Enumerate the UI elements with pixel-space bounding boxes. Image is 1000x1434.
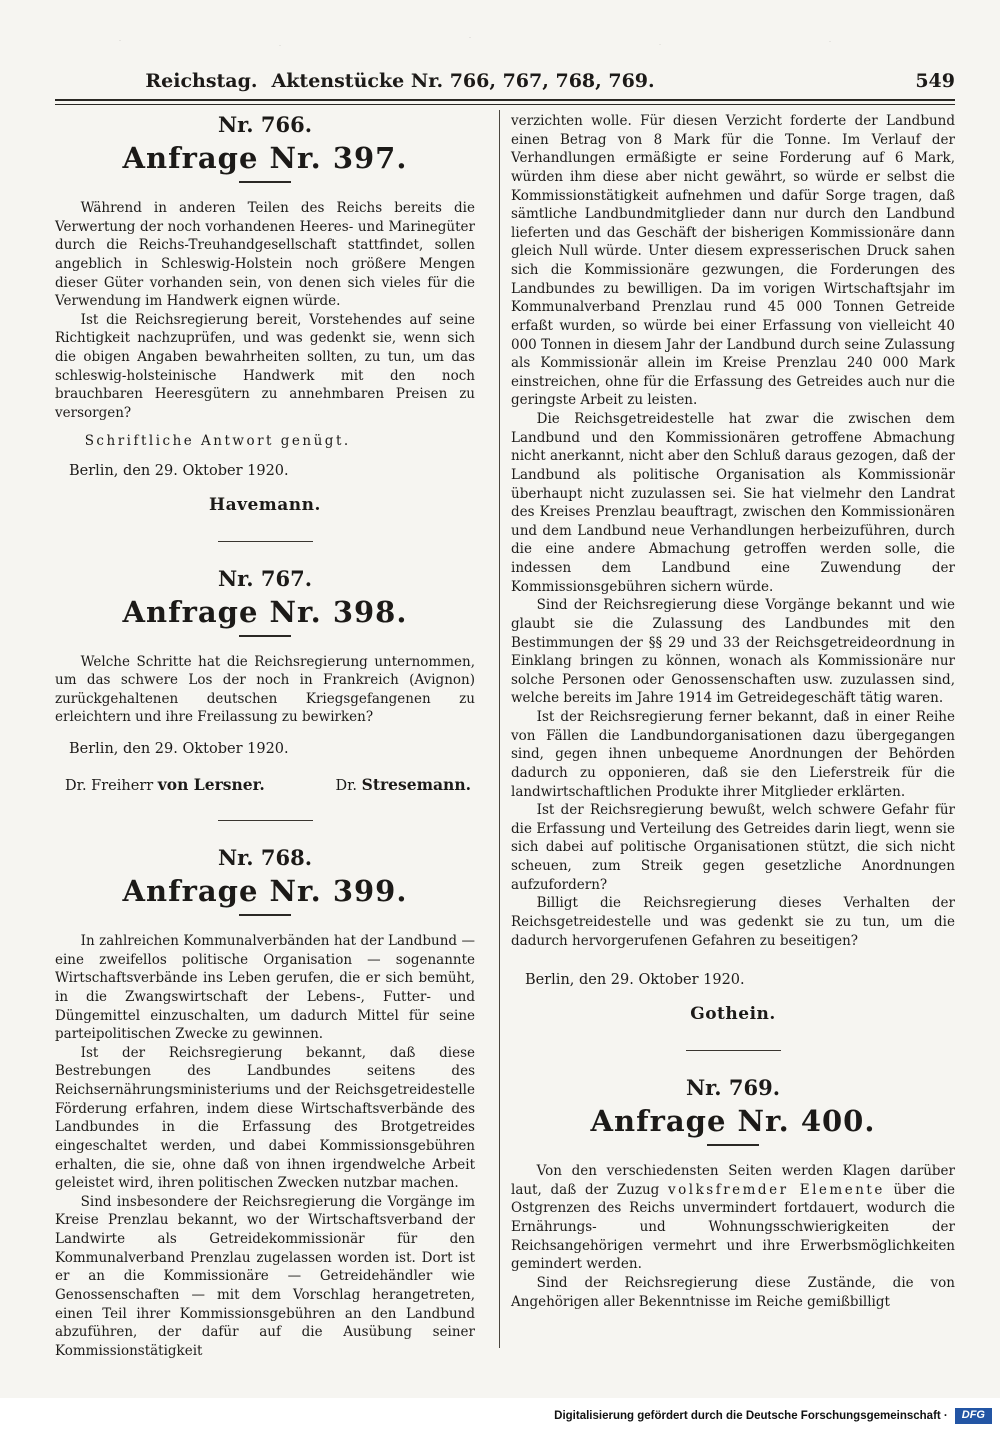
emphasized-spaced-text: volksfremder Elemente — [668, 1181, 885, 1198]
page-number: 549 — [915, 70, 955, 92]
doc-number-768: Nr. 768. — [217, 845, 313, 870]
paragraph-partial: Sind der Reichsregierung diese Zustände, die von Angehörigen aller Bekenntnisse im Reiche gemißbilligt — [511, 1274, 955, 1310]
dateline: Berlin, den 29. Oktober 1920. — [69, 741, 289, 757]
paragraph: Die Reichsgetreidestelle hat zwar die zwischen dem Landbund und den Kommissionären getroffene Abmachung nicht anerkannt, nicht aber den Schluß daraus gezogen, daß der Landbund als politische Organisation als Kommissionär überhaupt nicht zuzulassen sei. Sie hat vielmehr den Landrat des Kreises Prenzlau beauftragt, zwischen den Kommissionären und dem Landbund neue Verhandlungen herbeizuführen, durch die eine andere Abmachung getroffen werden solle, die indessen dem Landbund eine Zuwendung der Kommissionsgebühren sichern würde. — [511, 411, 955, 595]
signatory-name: von Lersner. — [157, 775, 265, 794]
left-column — [55, 112, 489, 1360]
dfg-logo: DFG — [955, 1408, 992, 1424]
title-rule — [707, 1144, 759, 1146]
signature-row — [65, 775, 471, 794]
paragraph: Ist der Reichsregierung ferner bekannt, daß in einer Reihe von Fällen die Landbundorganisationen dazu übergegangen sind, gegen ihnen unbequeme Anordnungen der Behörden dadurch zu opponieren, daß sie den Lieferstreik für die landwirtschaftlichen Produkte ihrer Mitglieder erklärten. — [511, 709, 955, 800]
signatory-prefix: Dr. Freiherr — [65, 778, 154, 794]
doc-number-769: Nr. 769. — [685, 1075, 781, 1101]
paragraph: Ist der Reichsregierung bewußt, welch schwere Gefahr für die Erfassung und Verteilung des Getreides darin liegt, wenn sie sich dabei auf politische Organisationen stützt, die sich nicht scheuen, zum Streik gegen gesetzliche Anordnungen aufzufordern? — [511, 802, 955, 893]
paragraph: Sind insbesondere der Reichsregierung die Vorgänge im Kreise Prenzlau bekannt, wo der Wirtschaftsverband der Landwirte als Getreidekommissionär für den Kommunalverband Prenzlau zugelassen worden ist. Dort ist er an die Kommissionäre — Getreidehändler wie Genossenschaften — mit dem Vorschlag herangetreten, einen Teil ihrer Kommissionsgebühren an den Landbund abzuführen, der dafür auf die Ausübung seiner Kommissionstätigkeit — [55, 1193, 475, 1359]
header-rule-thin — [55, 104, 955, 105]
signatory-stresemann — [335, 775, 471, 794]
title-rule — [239, 181, 291, 183]
doc-title-anfrage-397: Anfrage Nr. 397. — [122, 141, 408, 175]
signature-gothein: Gothein. — [690, 1004, 776, 1025]
doc-title-anfrage-399: Anfrage Nr. 399. — [122, 874, 408, 908]
section-768 — [55, 845, 475, 1360]
paragraph: Ist der Reichsregierung bekannt, daß diese Bestrebungen des Landbundes seitens des Reichsernährungsministeriums und der Reichsgetreidestelle Förderung erfahren, indem diese Wirtschaftsverbände des Landbundes in die Erfassung des Brotgetreides eingeschaltet werden, und dabei Kommissionsgebühren erhalten, die sie, ohne daß von ihnen irgendwelche Arbeit geleistet wird, ihren politischen Zwecken nutzbar machen. — [55, 1044, 475, 1192]
page-header — [55, 70, 955, 96]
section-separator — [218, 541, 313, 542]
two-column-body — [55, 112, 955, 1360]
section-769 — [511, 1075, 955, 1311]
paragraph-text: über die Ostgrenzen des Reichs unvermindert fortdauert, wodurch die Ernährungs- und Wohnungsschwierigkeiten der Reichsangehörigen vermehrt und ihre Erwerbsmöglichkeiten gemindert werden. — [511, 1181, 955, 1273]
header-rule-thick — [55, 99, 955, 101]
section-766 — [55, 112, 475, 515]
header-rule — [55, 99, 955, 105]
section-separator — [686, 1050, 781, 1051]
signatory-lersner — [65, 775, 265, 794]
paragraph-continuation: verzichten wolle. Für diesen Verzicht forderte der Landbund einen Betrag von 8 Mark für die Tonne. Im Verlauf der Verhandlungen ermäßigte er seine Forderung auf 6 Mark, würden ihm diese aber nicht gewährt, so würde er selbst die Kommissionstätigkeit aufnehmen und dafür Sorge tragen, daß sämtliche Landbundmitglieder dann nur durch den Landbund lieferten und das Geschäft der bisherigen Kommissionäre dann gleich Null würde. Unter diesem expresserischen Druck sahen sich die Kommissionäre gezwungen, die Forderungen des Landbundes zu bewilligen. Da im vorigen Wirtschaftsjahr im Kommunalverband Prenzlau rund 45 000 Tonnen Getreide erfaßt wurden, so würde bei einer Erfassung von vielleicht 40 000 Tonnen in diesem Jahr der Landbund durch seine Zulassung als Kommissionär allein im Kreise Prenzlau 240 000 Mark einstreichen, ohne für die Erfassung des Getreides auch nur die geringste Arbeit zu leisten. — [511, 113, 955, 409]
paragraph: Billigt die Reichsregierung dieses Verhalten der Reichsgetreidestelle und was gedenkt sie zu tun, um die dadurch hervorgerufenen Gefahren zu beseitigen? — [511, 895, 955, 949]
paragraph — [511, 1162, 955, 1274]
title-rule — [239, 635, 291, 637]
paragraph: Welche Schritte hat die Reichsregierung unternommen, um das schwere Los der noch in Frankreich (Avignon) zurückgehaltenen deutschen Kriegsgefangenen zu erleichtern und ihre Freilassung zu bewirken? — [55, 653, 475, 726]
paragraph: Ist die Reichsregierung bereit, Vorstehendes auf seine Richtigkeit nachzuprüfen, und was gedenkt sie, wenn sich die obigen Angaben bewahrheiten sollten, zu tun, um das schleswig-holsteinische Handwerk mit den noch brauchbaren Heeresgütern zu annehmbaren Preisen zu versorgen? — [55, 311, 475, 421]
dateline: Berlin, den 29. Oktober 1920. — [525, 972, 745, 989]
digitization-footer — [0, 1398, 1000, 1434]
signatory-name: Stresemann. — [361, 775, 471, 794]
answer-note: Schriftliche Antwort genügt. — [84, 432, 351, 449]
doc-title-anfrage-400: Anfrage Nr. 400. — [590, 1104, 876, 1139]
running-title — [145, 70, 654, 92]
doc-title-anfrage-398: Anfrage Nr. 398. — [122, 594, 408, 629]
running-title-center: Aktenstücke Nr. 766, 767, 768, 769. — [271, 70, 655, 92]
digitization-credit: Digitalisierung gefördert durch die Deutsche Forschungsgemeinschaft · — [554, 1410, 948, 1422]
signatory-prefix: Dr. — [335, 778, 358, 794]
section-767 — [55, 566, 475, 795]
paragraph: In zahlreichen Kommunalverbänden hat der Landbund — eine zweifellos politische Organisation — sogenannte Wirtschaftsverbände ins Leben gerufen, die er sich bemüht, in die Zwangswirtschaft der Lebens-, Futter- und Düngemittel einzuschalten, um dadurch Mittel für seine parteipolitischen Zwecke zu gewinnen. — [55, 933, 475, 1043]
section-separator — [218, 820, 313, 821]
section-768-continuation — [511, 112, 955, 1024]
doc-number-766: Nr. 766. — [217, 112, 313, 137]
title-rule — [239, 914, 291, 916]
paragraph: Sind der Reichsregierung diese Vorgänge bekannt und wie glaubt sie die Zulassung des Landbundes mit den Bestimmungen der §§ 29 und 33 der Reichsgetreideordnung in Einklang bringen zu können, wonach als Kommissionäre nur solche Personen oder Genossenschaften usw. zuzulassen sind, welche bereits im Jahre 1914 im Getreidegeschäft tätig waren. — [511, 597, 955, 707]
right-column — [489, 112, 955, 1360]
doc-number-767: Nr. 767. — [217, 565, 313, 591]
signature-havemann: Havemann. — [209, 494, 321, 515]
paragraph: Während in anderen Teilen des Reichs bereits die Verwertung der noch vorhandenen Heeres- und Marinegüter durch die Reichs-Treuhandgesellschaft stattfindet, sollen angeblich in Schleswig-Holstein noch größere Mengen dieser Güter vorhanden sein, von denen sich vieles für die Verwendung im Handwerk eignen würde. — [55, 200, 475, 310]
running-title-left: Reichstag. — [145, 70, 258, 92]
dateline: Berlin, den 29. Oktober 1920. — [69, 462, 289, 479]
paragraph-text: Von den verschiedensten Seiten werden Klagen darüber laut, daß der Zuzug — [511, 1163, 955, 1198]
